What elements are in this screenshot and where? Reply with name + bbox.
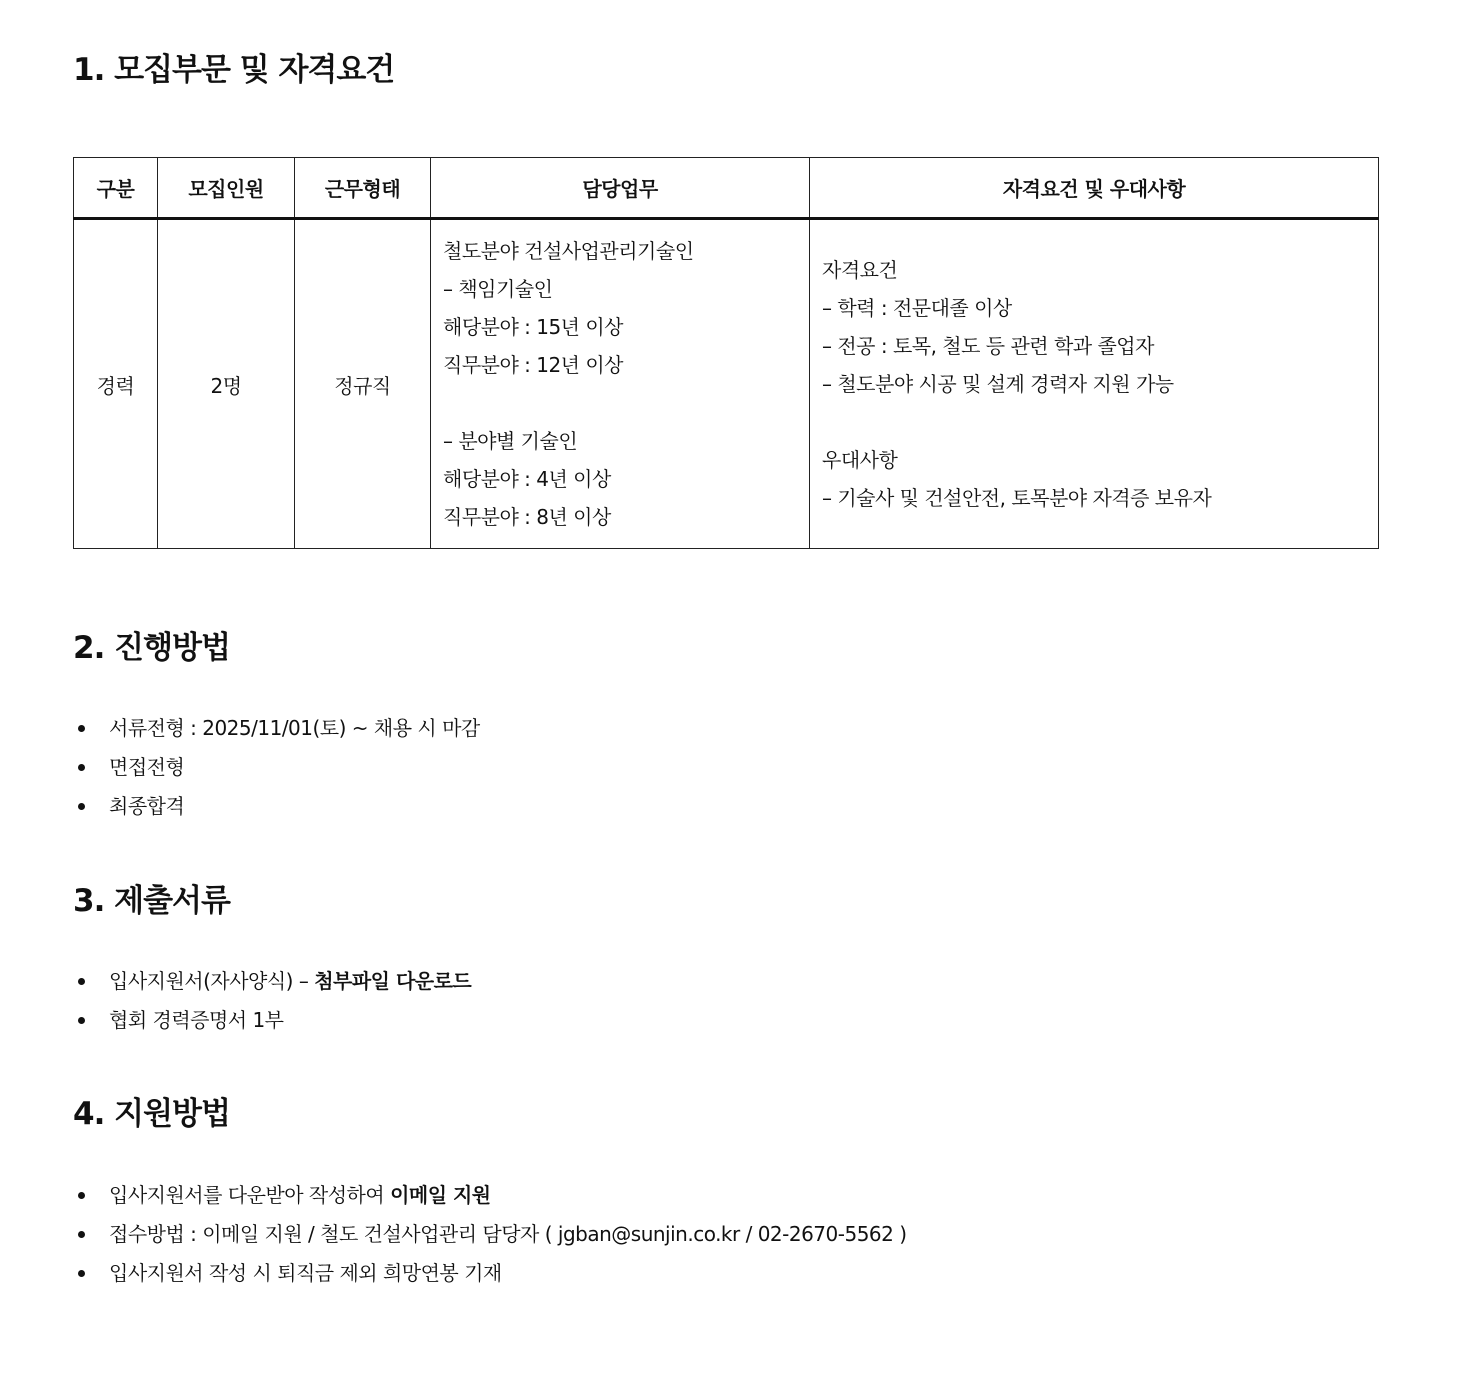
email-apply-emphasis: 이메일 지원 <box>390 1183 491 1207</box>
list-item-text: 협회 경력증명서 1부 <box>109 1008 284 1032</box>
bullet-icon <box>78 764 85 771</box>
duty-line: 직무분야 : 12년 이상 <box>443 353 623 377</box>
duty-line: 해당분야 : 15년 이상 <box>443 315 623 339</box>
bullet-icon <box>78 1231 85 1238</box>
list-item-text: 입사지원서(자사양식) – <box>109 969 315 993</box>
list-item-text: 접수방법 : 이메일 지원 / 철도 건설사업관리 담당자 ( jgban@sunjin.co.kr / 02-2670-5562 ) <box>109 1222 907 1246</box>
bullet-icon <box>78 803 85 810</box>
header-headcount: 모집인원 <box>158 158 295 219</box>
list-item <box>73 1254 907 1293</box>
documents-list <box>73 962 471 1040</box>
list-item-text: 면접전형 <box>109 755 185 779</box>
cell-qualifications <box>810 219 1379 549</box>
cell-duties <box>431 219 810 549</box>
list-item <box>73 709 480 748</box>
qualification-line: – 학력 : 전문대졸 이상 <box>822 296 1012 320</box>
qualification-line: 우대사항 <box>822 448 898 472</box>
list-item <box>73 748 480 787</box>
duty-line: 철도분야 건설사업관리기술인 <box>443 239 694 263</box>
section-heading-process: 2. 진행방법 <box>73 630 230 666</box>
list-item <box>73 962 471 1001</box>
list-item <box>73 1176 907 1215</box>
bullet-icon <box>78 725 85 732</box>
qualification-line: – 철도분야 시공 및 설계 경력자 지원 가능 <box>822 372 1174 396</box>
qualification-line: – 전공 : 토목, 철도 등 관련 학과 졸업자 <box>822 334 1154 358</box>
section-heading-documents: 3. 제출서류 <box>73 883 230 919</box>
list-item-text: 최종합격 <box>109 794 185 818</box>
header-category: 구분 <box>74 158 158 219</box>
duties-lines <box>443 232 809 536</box>
apply-list <box>73 1176 907 1293</box>
bullet-icon <box>78 978 85 985</box>
recruit-table <box>73 157 1379 549</box>
qualification-line: 자격요건 <box>822 258 898 282</box>
header-employment-type: 근무형태 <box>295 158 431 219</box>
section-heading-apply: 4. 지원방법 <box>73 1096 230 1132</box>
duty-line: – 책임기술인 <box>443 277 553 301</box>
header-duties: 담당업무 <box>431 158 810 219</box>
bullet-icon <box>78 1017 85 1024</box>
table-header-row <box>74 158 1379 219</box>
qualification-lines <box>822 251 1378 517</box>
list-item-text: 서류전형 : 2025/11/01(토) ~ 채용 시 마감 <box>109 716 480 740</box>
list-item-text: 입사지원서 작성 시 퇴직금 제외 희망연봉 기재 <box>109 1261 502 1285</box>
section-heading-recruit: 1. 모집부문 및 자격요건 <box>73 52 395 88</box>
cell-employment-type: 정규직 <box>295 219 431 549</box>
duty-line: 직무분야 : 8년 이상 <box>443 505 611 529</box>
list-item <box>73 787 480 826</box>
duty-line: – 분야별 기술인 <box>443 429 578 453</box>
qualification-line: – 기술사 및 건설안전, 토목분야 자격증 보유자 <box>822 486 1212 510</box>
bullet-icon <box>78 1192 85 1199</box>
attachment-download-link[interactable]: 첨부파일 다운로드 <box>314 969 472 993</box>
cell-category: 경력 <box>74 219 158 549</box>
list-item <box>73 1215 907 1254</box>
qualification-line <box>822 403 1378 441</box>
process-list <box>73 709 480 826</box>
duty-line <box>443 384 809 422</box>
duty-line: 해당분야 : 4년 이상 <box>443 467 611 491</box>
bullet-icon <box>78 1270 85 1277</box>
table-row <box>74 219 1379 549</box>
list-item <box>73 1001 471 1040</box>
cell-headcount: 2명 <box>158 219 295 549</box>
header-qualifications: 자격요건 및 우대사항 <box>810 158 1379 219</box>
list-item-text: 입사지원서를 다운받아 작성하여 <box>109 1183 391 1207</box>
